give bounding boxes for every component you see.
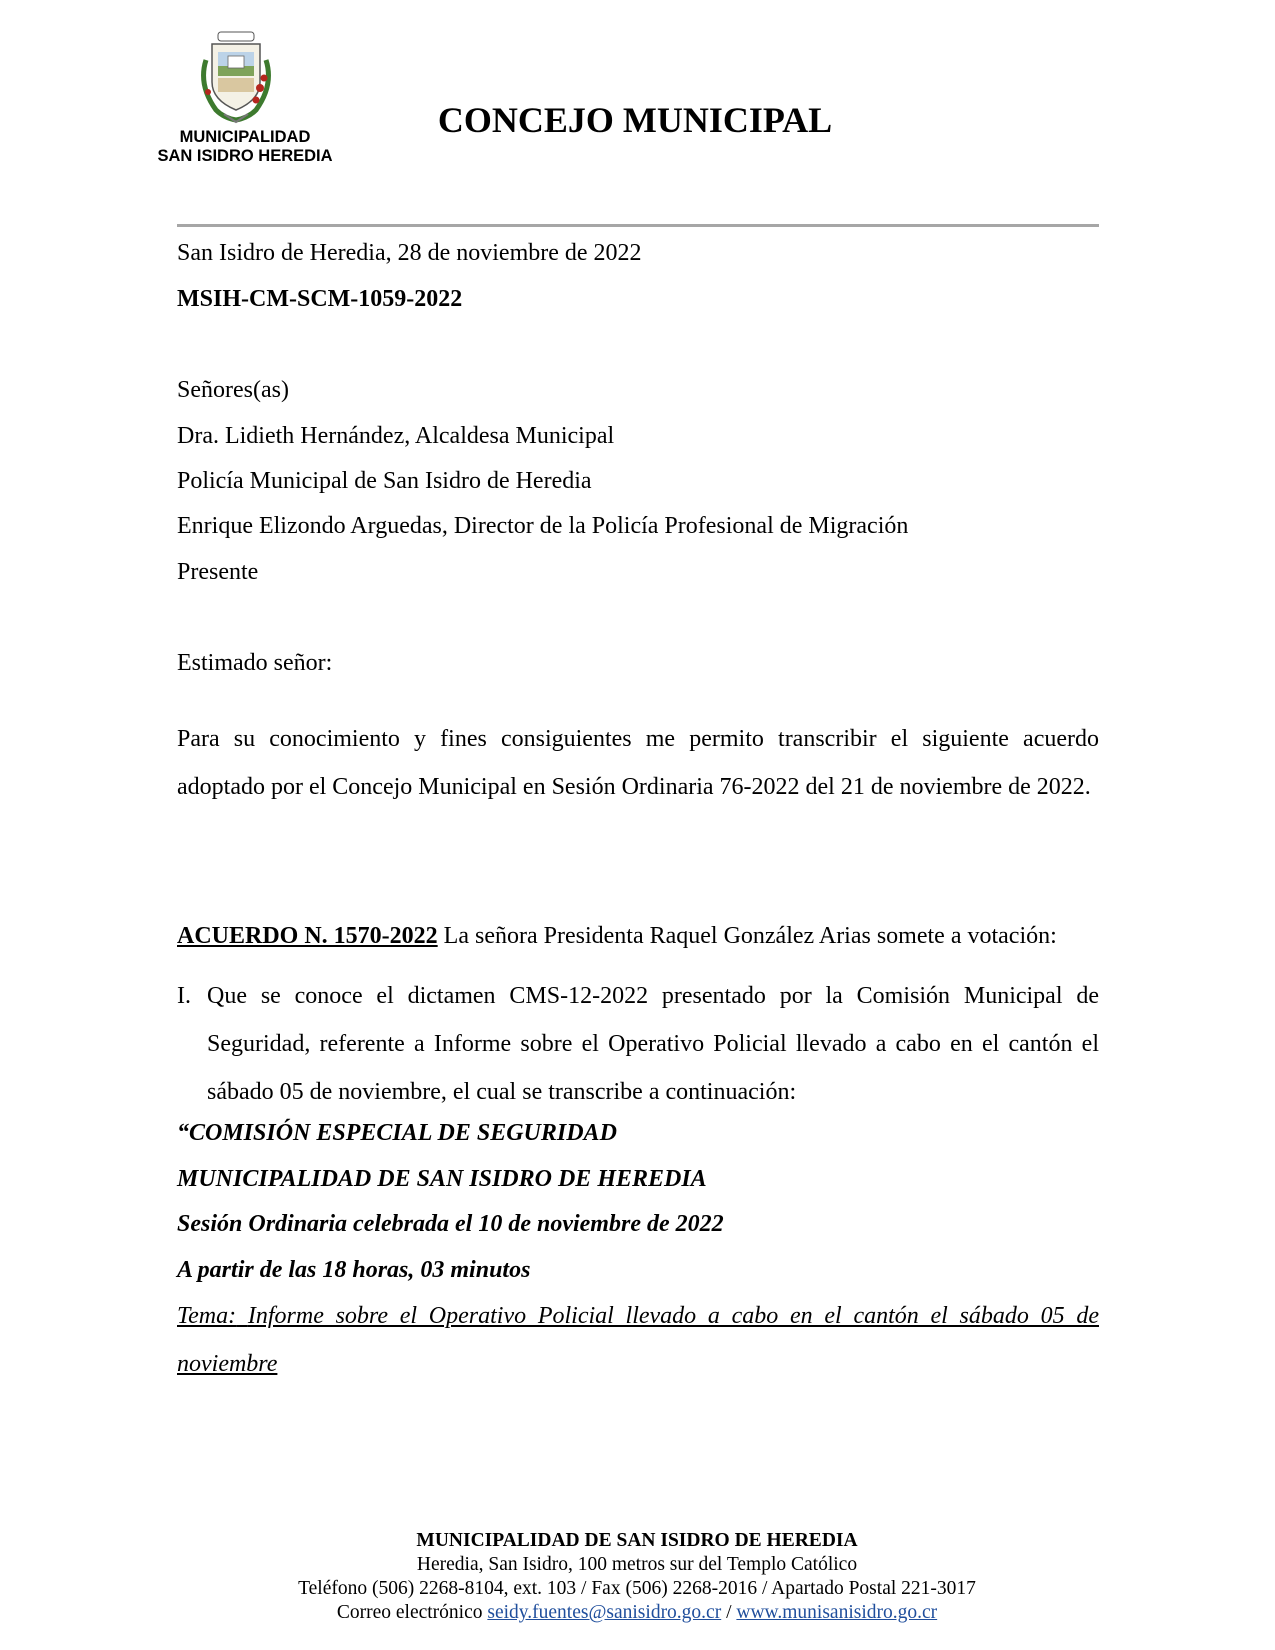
footer-phones: Teléfono (506) 2268-8104, ext. 103 / Fax (506) 2268-2016 / Apartado Postal 221-3017 xyxy=(298,1578,976,1599)
website-link[interactable]: www.munisanisidro.go.cr xyxy=(736,1602,938,1623)
recipient-line: Enrique Elizondo Arguedas, Director de la Policía Profesional de Migración xyxy=(177,513,909,539)
page-footer xyxy=(137,1529,1137,1625)
recipient-line: Señores(as) xyxy=(177,377,289,403)
commission-municipality: MUNICIPALIDAD DE SAN ISIDRO DE HEREDIA xyxy=(177,1166,707,1192)
footer-org: MUNICIPALIDAD DE SAN ISIDRO DE HEREDIA xyxy=(416,1530,858,1551)
municipal-crest-logo xyxy=(198,30,274,126)
intro-paragraph: Para su conocimiento y fines consiguientes me permito transcribir el siguiente acuerdo adoptado por el Concejo Municipal en Sesión Ordinaria 76-2022 del 21 de noviembre de 2022. xyxy=(177,726,1099,800)
letter-date: San Isidro de Heredia, 28 de noviembre de 2022 xyxy=(177,240,642,266)
agreement-label: ACUERDO N. 1570-2022 xyxy=(177,923,438,949)
item-paragraph: Que se conoce el dictamen CMS-12-2022 presentado por la Comisión Municipal de Seguridad, referente a Informe sobre el Operativo Policial llevado a cabo en el cantón el sábado 05 de noviembre, el cual se transcribe a continuación: xyxy=(207,983,1099,1105)
item-number: I. xyxy=(177,983,191,1009)
recipient-line: Policía Municipal de San Isidro de Heredia xyxy=(177,468,592,494)
contact-separator: / xyxy=(721,1602,737,1623)
recipient-line: Dra. Lidieth Hernández, Alcaldesa Municipal xyxy=(177,423,615,449)
recipient-line: Presente xyxy=(177,559,259,585)
agreement-text: La señora Presidenta Raquel González Arias somete a votación: xyxy=(437,923,1057,949)
tema-label: Tema: xyxy=(177,1303,237,1329)
tema-paragraph xyxy=(177,1292,1099,1388)
commission-time: A partir de las 18 horas, 03 minutos xyxy=(177,1257,531,1283)
email-label: Correo electrónico xyxy=(336,1602,488,1623)
header-divider xyxy=(177,224,1099,227)
greeting: Estimado señor: xyxy=(177,650,333,676)
municipality-name xyxy=(100,128,390,166)
tema-text: Informe sobre el Operativo Policial llevado a cabo en el cantón el sábado 05 de noviembre xyxy=(177,1303,1099,1377)
org-name-line2: SAN ISIDRO HEREDIA xyxy=(157,147,333,165)
page-title: CONCEJO MUNICIPAL xyxy=(437,100,833,140)
reference-number: MSIH-CM-SCM-1059-2022 xyxy=(177,286,463,312)
commission-title: “COMISIÓN ESPECIAL DE SEGURIDAD xyxy=(177,1120,617,1146)
footer-address: Heredia, San Isidro, 100 metros sur del Templo Católico xyxy=(416,1554,858,1575)
footer-contact xyxy=(137,1601,1137,1625)
email-link[interactable]: seidy.fuentes@sanisidro.go.cr xyxy=(487,1602,722,1623)
commission-session: Sesión Ordinaria celebrada el 10 de noviembre de 2022 xyxy=(177,1211,724,1237)
org-name-line1: MUNICIPALIDAD xyxy=(179,128,311,146)
agreement-heading xyxy=(177,921,1057,951)
